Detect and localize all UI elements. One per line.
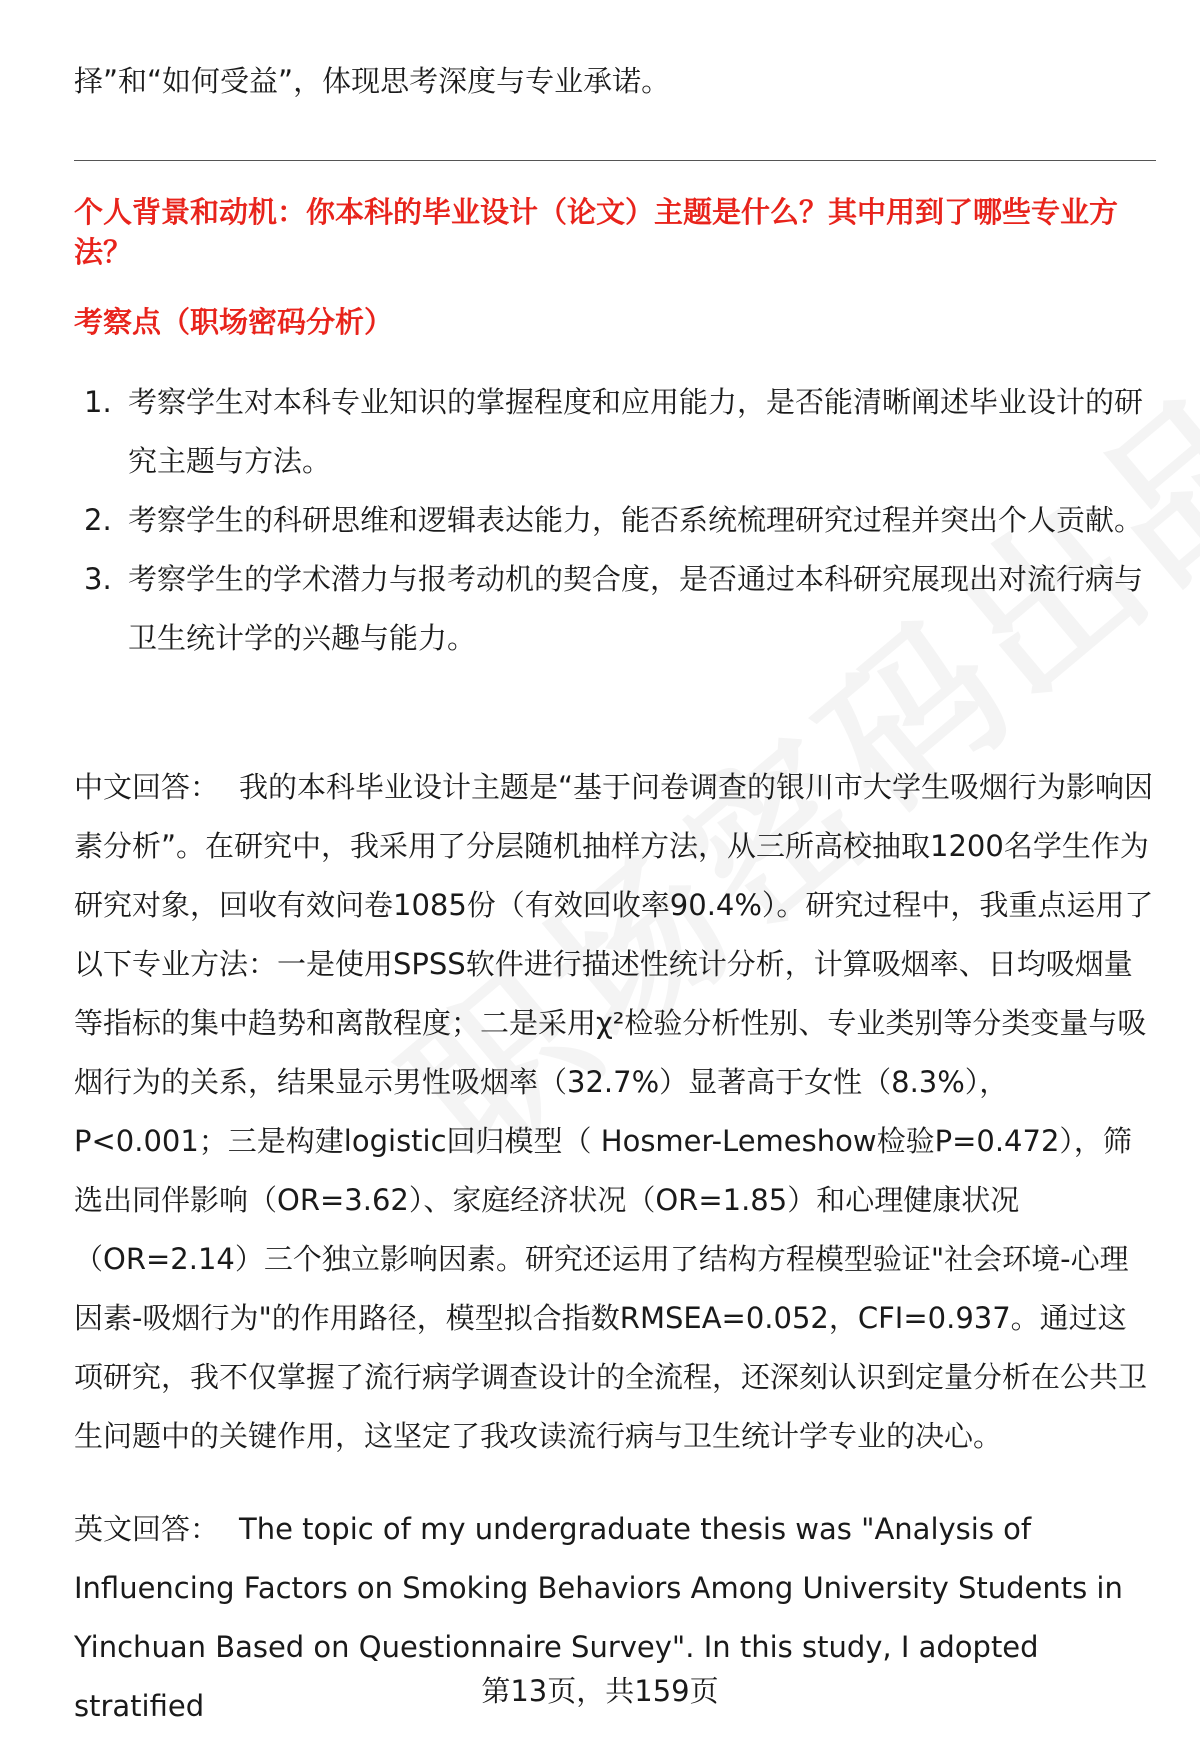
- list-item-number: 2.: [84, 503, 112, 537]
- intro-continuation: 择”和“如何受益”，体现思考深度与专业承诺。: [74, 64, 671, 98]
- analysis-points-list: [74, 373, 1154, 668]
- list-item-text: 考察学生对本科专业知识的掌握程度和应用能力，是否能清晰阐述毕业设计的研究主题与方法。: [128, 385, 1144, 478]
- answer-chinese: [74, 758, 1154, 1466]
- answer-chinese-text: 我的本科毕业设计主题是“基于问卷调查的银川市大学生吸烟行为影响因素分析”。在研究中，我采用了分层随机抽样方法，从三所高校抽取1200名学生作为研究对象，回收有效问卷1085份（有效回收率90.4%）。研究过程中，我重点运用了以下专业方法：一是使用SPSS软件进行描述性统计分析，计算吸烟率、日均吸烟量等指标的集中趋势和离散程度；二是采用χ²检验分析性别、专业类别等分类变量与吸烟行为的关系，结果显示男性吸烟率（32.7%）显著高于女性（8.3%），P<0.001；三是构建logistic回归模型（ Hosmer-Lemeshow检验P=0.472），筛选出同伴影响（OR=3.62）、家庭经济状况（OR=1.85）和心理健康状况（OR=2.14）三个独立影响因素。研究还运用了结构方程模型验证"社会环境-心理因素-吸烟行为"的作用路径，模型拟合指数RMSEA=0.052，CFI=0.937。通过这项研究，我不仅掌握了流行病学调查设计的全流程，还深刻认识到定量分析在公共卫生问题中的关键作用，这坚定了我攻读流行病与卫生统计学专业的决心。: [74, 770, 1154, 1453]
- answer-chinese-label: 中文回答：: [74, 770, 220, 804]
- section-divider: [74, 160, 1156, 161]
- list-item-text: 考察学生的学术潜力与报考动机的契合度，是否通过本科研究展现出对流行病与卫生统计学的兴趣与能力。: [128, 562, 1144, 655]
- list-item-text: 考察学生的科研思维和逻辑表达能力，能否系统梳理研究过程并突出个人贡献。: [128, 503, 1144, 537]
- list-item: [74, 491, 1154, 550]
- analysis-heading: 考察点（职场密码分析）: [74, 305, 394, 339]
- question-heading: 个人背景和动机：你本科的毕业设计（论文）主题是什么？其中用到了哪些专业方法？: [74, 195, 1119, 269]
- page-number-footer: 第13页，共159页: [481, 1674, 719, 1708]
- answer-english-label: 英文回答：: [74, 1512, 220, 1546]
- list-item: [74, 373, 1154, 491]
- list-item: [74, 550, 1154, 668]
- list-item-number: 3.: [84, 562, 112, 596]
- list-item-number: 1.: [84, 385, 112, 419]
- answer-english-text: The topic of my undergraduate thesis was "Analysis of Influencing Factors on Smoking Behaviors Among University Students in Yinchuan Based on Questionnaire Survey". In this study, I adopted stratified: [74, 1512, 1123, 1723]
